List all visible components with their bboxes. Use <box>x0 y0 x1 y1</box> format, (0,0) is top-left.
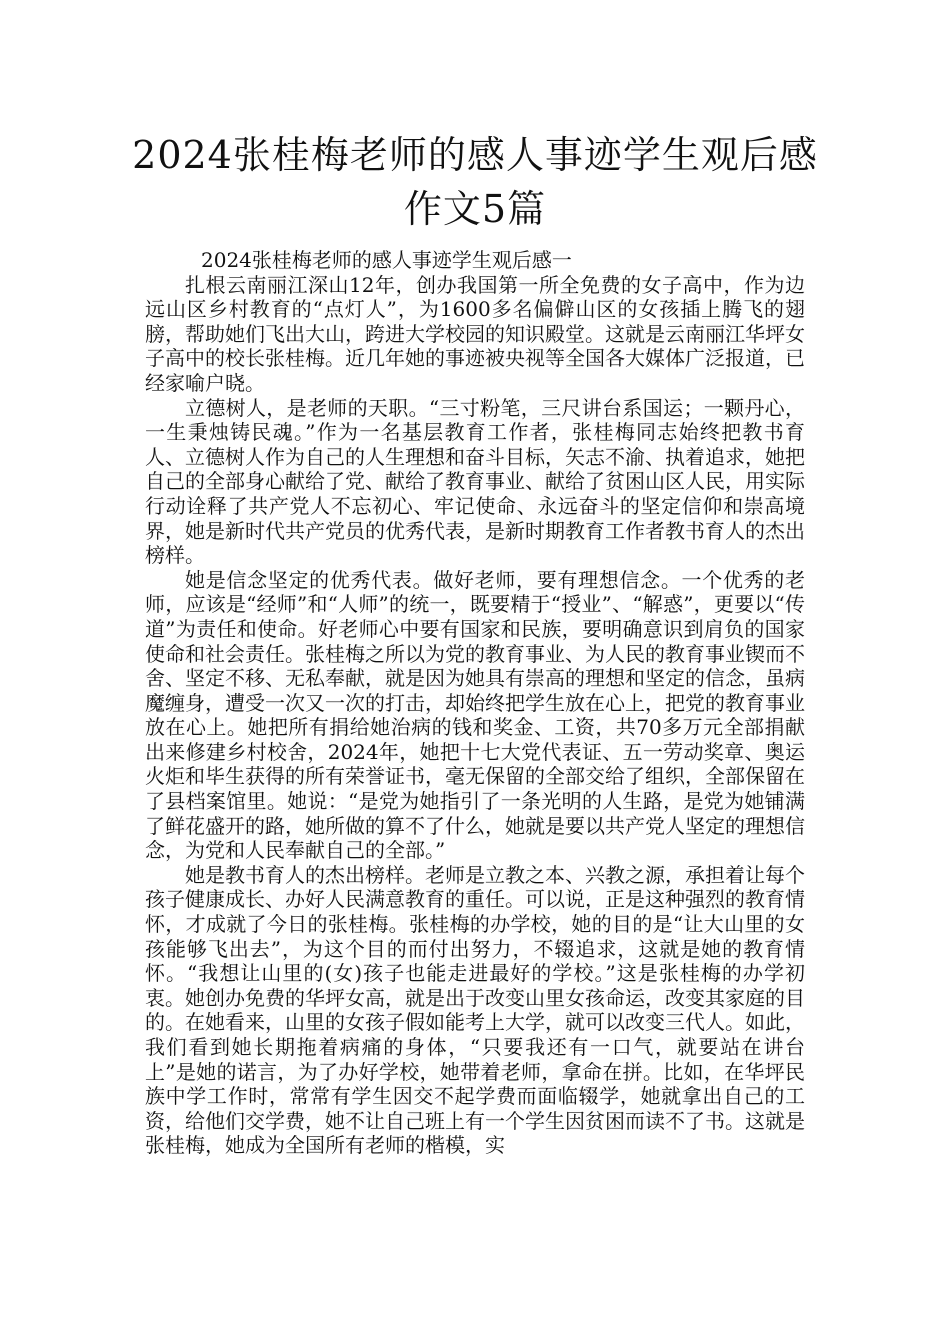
section-subheading: 2024张桂梅老师的感人事迹学生观后感一 <box>201 248 572 272</box>
paragraph: 她是教书育人的杰出榜样。老师是立教之本、兴教之源，承担着让每个孩子健康成长、办好人民满意教育的重任。可以说，正是这种强烈的教育情怀，才成就了今日的张桂梅。张桂梅的办学校，她的目的是“让大山里的女孩能够飞出去”，为这个目的而付出努力，不辍追求，这就是她的教育情怀。“我想让山里的(女)孩子也能走进最好的学校。”这是张桂梅的办学初衷。她创办免费的华坪女高，就是出于改变山里女孩命运，改变其家庭的目的。在她看来，山里的女孩子假如能考上大学，就可以改变三代人。如此，我们看到她长期拖着病痛的身体，“只要我还有一口气，就要站在讲台上”是她的诺言，为了办好学校，她带着老师，拿命在拼。比如，在华坪民族中学工作时，常常有学生因交不起学费而面临辍学，她就拿出自己的工资，给他们交学费，她不让自己班上有一个学生因贫困而读不了书。这就是张桂梅，她成为全国所有老师的楷模，实 <box>145 862 805 1158</box>
paragraph: 立德树人，是老师的天职。“三寸粉笔，三尺讲台系国运；一颗丹心，一生秉烛铸民魂。”作为一名基层教育工作者，张桂梅同志始终把教书育人、立德树人作为自己的人生理想和奋斗目标，矢志不渝、执着追求，她把自己的全部身心献给了党、献给了教育事业、献给了贫困山区人民，用实际行动诠释了共产党人不忘初心、牢记使命、永远奋斗的坚定信仰和崇高境界，她是新时代共产党员的优秀代表，是新时期教育工作者教书育人的杰出榜样。 <box>145 395 805 568</box>
document-body <box>145 248 805 1158</box>
document-title: 2024张桂梅老师的感人事迹学生观后感作文5篇 <box>132 133 818 231</box>
paragraph: 她是信念坚定的优秀代表。做好老师，要有理想信念。一个优秀的老师，应该是“经师”和“人师”的统一，既要精于“授业”、“解惑”，更要以“传道”为责任和使命。好老师心中要有国家和民族，要明确意识到肩负的国家使命和社会责任。张桂梅之所以为党的教育事业、为人民的教育事业锲而不舍、坚定不移、无私奉献，就是因为她具有崇高的理想和坚定的信念，虽病魔缠身，遭受一次又一次的打击，却始终把学生放在心上，把党的教育事业放在心上。她把所有捐给她治病的钱和奖金、工资，共70多万元全部捐献出来修建乡村校舍，2024年，她把十七大党代表证、五一劳动奖章、奥运火炬和毕生获得的所有荣誉证书，毫无保留的全部交给了组织，全部保留在了县档案馆里。她说：“是党为她指引了一条光明的人生路，是党为她铺满了鲜花盛开的路，她所做的算不了什么，她就是要以共产党人坚定的理想信念，为党和人民奉献自己的全部。” <box>145 567 805 863</box>
paragraph: 扎根云南丽江深山12年，创办我国第一所全免费的女子高中，作为边远山区乡村教育的“点灯人”，为1600多名偏僻山区的女孩插上腾飞的翅膀，帮助她们飞出大山，跨进大学校园的知识殿堂。这就是云南丽江华坪女子高中的校长张桂梅。近几年她的事迹被央视等全国各大媒体广泛报道，已经家喻户晓。 <box>145 272 805 395</box>
